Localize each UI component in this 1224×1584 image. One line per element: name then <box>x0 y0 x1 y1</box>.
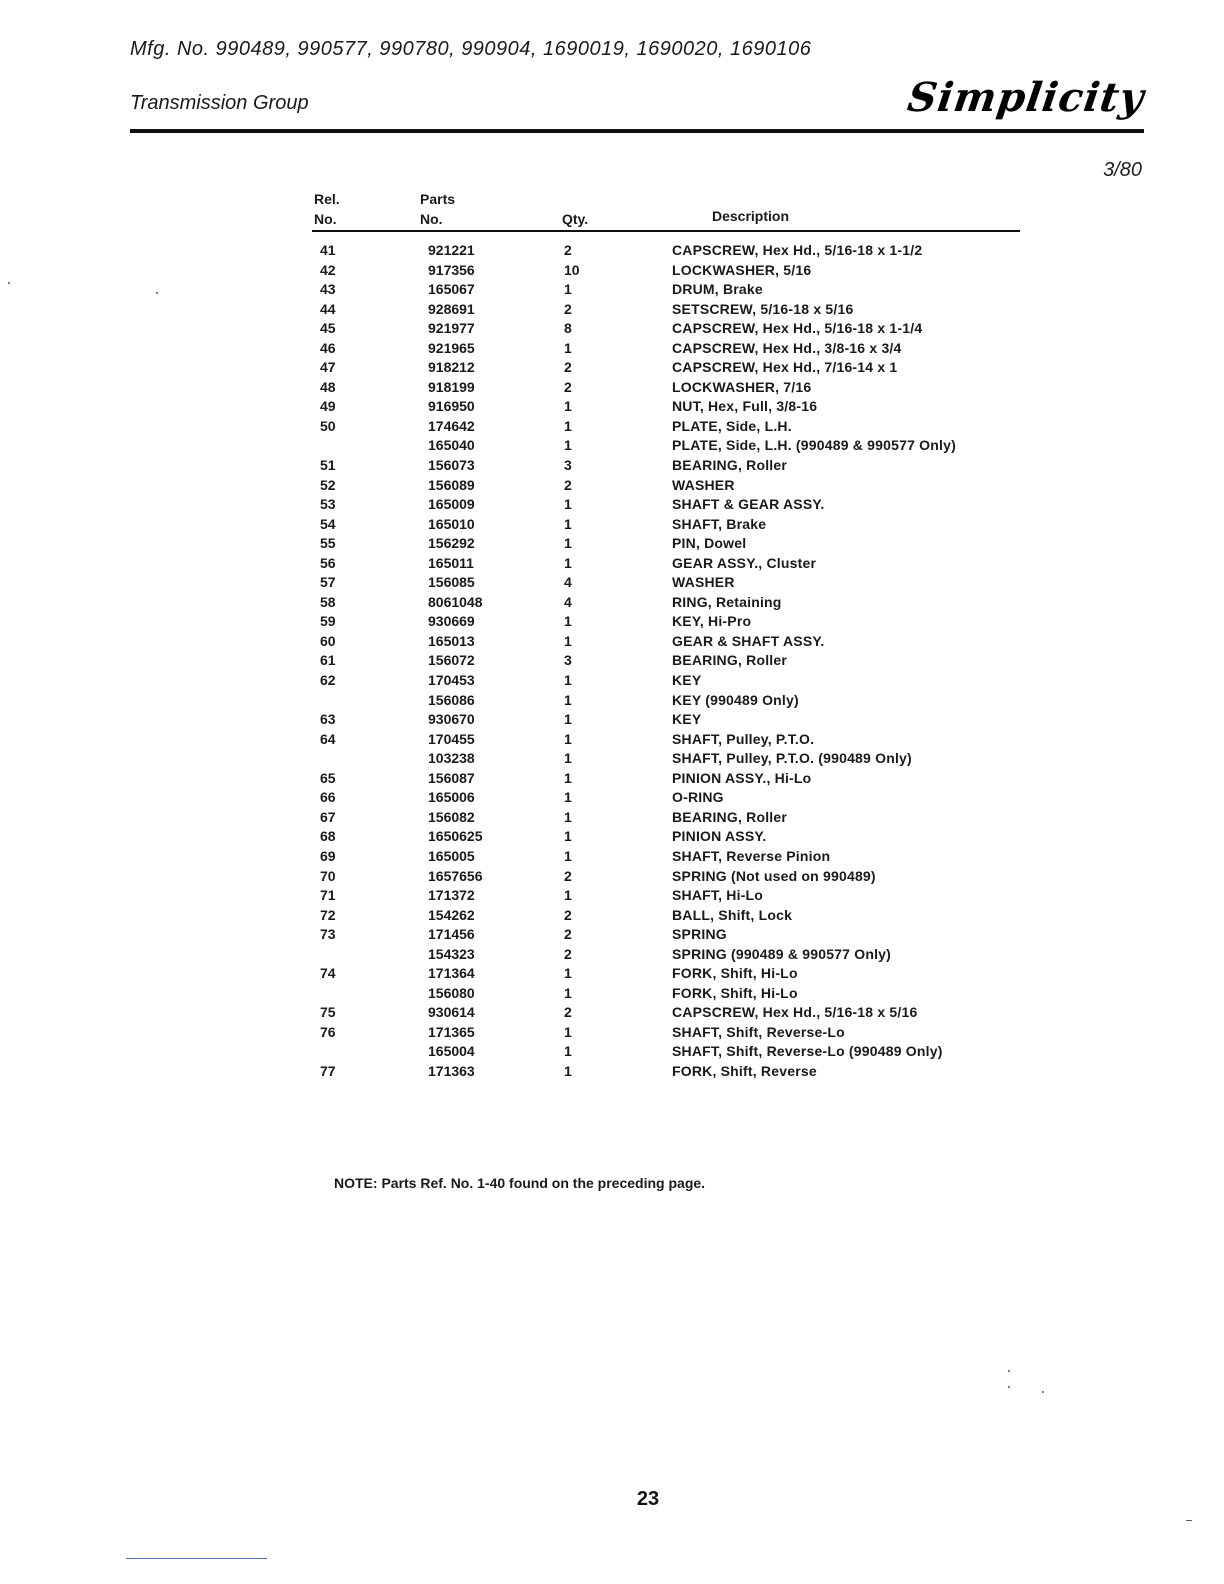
part-no-cell: 171372 <box>428 887 475 904</box>
description-cell: CAPSCREW, Hex Hd., 3/8-16 x 3/4 <box>672 339 902 356</box>
qty-cell: 1 <box>564 417 572 434</box>
scan-speck <box>1186 1520 1192 1521</box>
part-no-cell: 156086 <box>428 691 475 708</box>
description-cell: DRUM, Brake <box>672 281 763 298</box>
ref-no-cell: 48 <box>320 378 336 395</box>
description-cell: SETSCREW, 5/16-18 x 5/16 <box>672 300 854 317</box>
table-row <box>312 984 1020 1004</box>
col-parts-label-1: Parts <box>420 191 456 207</box>
description-cell: FORK, Shift, Hi-Lo <box>672 965 798 982</box>
description-cell: SHAFT, Brake <box>672 515 767 532</box>
qty-cell: 1 <box>564 535 572 552</box>
table-row <box>312 867 1020 887</box>
part-no-cell: 156089 <box>428 476 475 493</box>
qty-cell: 2 <box>564 378 572 395</box>
description-cell: PINION ASSY., Hi-Lo <box>672 769 812 786</box>
ref-no-cell: 49 <box>320 398 336 415</box>
table-header-rule <box>312 230 1020 232</box>
part-no-cell: 918212 <box>428 359 475 376</box>
description-cell: KEY, Hi-Pro <box>672 613 752 630</box>
ref-no-cell: 55 <box>320 535 336 552</box>
description-cell: PLATE, Side, L.H. <box>672 417 792 434</box>
description-cell: PIN, Dowel <box>672 535 747 552</box>
ref-no-cell: 51 <box>320 457 336 474</box>
table-row <box>312 573 1020 593</box>
qty-cell: 1 <box>564 281 572 298</box>
qty-cell: 1 <box>564 965 572 982</box>
ref-no-cell: 44 <box>320 300 336 317</box>
description-cell: RING, Retaining <box>672 593 782 610</box>
table-row <box>312 906 1020 926</box>
qty-cell: 1 <box>564 1043 572 1060</box>
parts-table-header <box>312 190 1020 230</box>
col-description-label: Description <box>712 208 790 224</box>
part-no-cell: 165013 <box>428 632 475 649</box>
qty-cell: 1 <box>564 672 572 689</box>
table-row <box>312 593 1020 613</box>
part-no-cell: 154262 <box>428 906 475 923</box>
qty-cell: 2 <box>564 926 572 943</box>
description-cell: FORK, Shift, Reverse <box>672 1062 817 1079</box>
part-no-cell: 156082 <box>428 808 475 825</box>
table-row <box>312 710 1020 730</box>
ref-no-cell: 69 <box>320 847 336 864</box>
qty-cell: 2 <box>564 359 572 376</box>
part-no-cell: 921965 <box>428 339 475 356</box>
description-cell: SHAFT, Pulley, P.T.O. <box>672 730 815 747</box>
ref-no-cell: 70 <box>320 867 336 884</box>
qty-cell: 1 <box>564 730 572 747</box>
ref-no-cell: 46 <box>320 339 336 356</box>
table-row <box>312 886 1020 906</box>
part-no-cell: 156292 <box>428 535 475 552</box>
qty-cell: 1 <box>564 808 572 825</box>
qty-cell: 1 <box>564 750 572 767</box>
ref-no-cell: 67 <box>320 808 336 825</box>
ref-no-cell: 47 <box>320 359 336 376</box>
ref-no-cell: 59 <box>320 613 336 630</box>
scan-speck <box>1042 1391 1044 1393</box>
table-row <box>312 827 1020 847</box>
page-number: 23 <box>636 1488 660 1510</box>
description-cell: BEARING, Roller <box>672 652 788 669</box>
part-no-cell: 930670 <box>428 711 475 728</box>
part-no-cell: 154323 <box>428 945 475 962</box>
table-row <box>312 730 1020 750</box>
col-ref-label-1: Rel. <box>314 191 340 207</box>
table-row <box>312 1062 1020 1082</box>
table-row <box>312 769 1020 789</box>
part-no-cell: 171365 <box>428 1023 475 1040</box>
table-row <box>312 534 1020 554</box>
footnote: NOTE: Parts Ref. No. 1-40 found on the preceding page. <box>334 1175 706 1191</box>
ref-no-cell: 62 <box>320 672 336 689</box>
description-cell: WASHER <box>672 574 735 591</box>
part-no-cell: 171363 <box>428 1062 475 1079</box>
part-no-cell: 928691 <box>428 300 475 317</box>
ref-no-cell: 77 <box>320 1062 336 1079</box>
qty-cell: 1 <box>564 828 572 845</box>
description-cell: BEARING, Roller <box>672 457 788 474</box>
qty-cell: 2 <box>564 1004 572 1021</box>
qty-cell: 2 <box>564 300 572 317</box>
ref-no-cell: 43 <box>320 281 336 298</box>
qty-cell: 4 <box>564 593 572 610</box>
mfg-numbers: Mfg. No. 990489, 990577, 990780, 990904, 1690019, 1690020, 1690106 <box>130 38 812 60</box>
part-no-cell: 156087 <box>428 769 475 786</box>
qty-cell: 1 <box>564 789 572 806</box>
description-cell: SPRING (990489 & 990577 Only) <box>672 945 892 962</box>
qty-cell: 1 <box>564 515 572 532</box>
table-row <box>312 261 1020 281</box>
table-row <box>312 397 1020 417</box>
qty-cell: 1 <box>564 711 572 728</box>
part-no-cell: 1657656 <box>428 867 483 884</box>
description-cell: SHAFT, Reverse Pinion <box>672 847 831 864</box>
description-cell: WASHER <box>672 476 735 493</box>
table-row <box>312 417 1020 437</box>
part-no-cell: 156073 <box>428 457 475 474</box>
part-no-cell: 170455 <box>428 730 475 747</box>
part-no-cell: 165040 <box>428 437 475 454</box>
table-row <box>312 749 1020 769</box>
qty-cell: 1 <box>564 984 572 1001</box>
ref-no-cell: 64 <box>320 730 336 747</box>
qty-cell: 3 <box>564 457 572 474</box>
ref-no-cell: 52 <box>320 476 336 493</box>
part-no-cell: 156072 <box>428 652 475 669</box>
part-no-cell: 165067 <box>428 281 475 298</box>
table-row <box>312 241 1020 261</box>
table-row <box>312 339 1020 359</box>
description-cell: CAPSCREW, Hex Hd., 5/16-18 x 5/16 <box>672 1004 918 1021</box>
part-no-cell: 165005 <box>428 847 475 864</box>
section-title: Transmission Group <box>130 92 309 114</box>
part-no-cell: 921977 <box>428 320 475 337</box>
ref-no-cell: 41 <box>320 242 336 258</box>
qty-cell: 1 <box>564 437 572 454</box>
description-cell: SHAFT, Hi-Lo <box>672 887 764 904</box>
ref-no-cell: 53 <box>320 496 336 513</box>
table-row <box>312 671 1020 691</box>
table-row <box>312 495 1020 515</box>
ref-no-cell: 71 <box>320 887 336 904</box>
part-no-cell: 171456 <box>428 926 475 943</box>
table-row <box>312 554 1020 574</box>
table-row <box>312 945 1020 965</box>
ref-no-cell: 61 <box>320 652 336 669</box>
description-cell: CAPSCREW, Hex Hd., 5/16-18 x 1-1/2 <box>672 242 923 258</box>
table-row <box>312 788 1020 808</box>
parts-table <box>312 190 1020 1082</box>
ref-no-cell: 72 <box>320 906 336 923</box>
ref-no-cell: 45 <box>320 320 336 337</box>
qty-cell: 1 <box>564 1023 572 1040</box>
qty-cell: 2 <box>564 242 572 258</box>
scan-speck <box>1008 1370 1010 1372</box>
table-row <box>312 1042 1020 1062</box>
ref-no-cell: 57 <box>320 574 336 591</box>
part-no-cell: 1650625 <box>428 828 483 845</box>
description-cell: GEAR ASSY., Cluster <box>672 554 817 571</box>
description-cell: SPRING (Not used on 990489) <box>672 867 876 884</box>
qty-cell: 1 <box>564 769 572 786</box>
table-row <box>312 515 1020 535</box>
part-no-cell: 165011 <box>428 554 474 571</box>
description-cell: CAPSCREW, Hex Hd., 5/16-18 x 1-1/4 <box>672 320 923 337</box>
description-cell: PLATE, Side, L.H. (990489 & 990577 Only) <box>672 437 956 454</box>
ref-no-cell: 60 <box>320 632 336 649</box>
table-row <box>312 1003 1020 1023</box>
qty-cell: 1 <box>564 496 572 513</box>
description-cell: PINION ASSY. <box>672 828 767 845</box>
col-qty-label: Qty. <box>562 211 589 227</box>
table-row <box>312 808 1020 828</box>
description-cell: SHAFT, Shift, Reverse-Lo (990489 Only) <box>672 1043 943 1060</box>
part-no-cell: 165009 <box>428 496 475 513</box>
qty-cell: 1 <box>564 847 572 864</box>
qty-cell: 1 <box>564 554 572 571</box>
ref-no-cell: 75 <box>320 1004 336 1021</box>
ref-no-cell: 76 <box>320 1023 336 1040</box>
table-row <box>312 378 1020 398</box>
description-cell: KEY <box>672 672 702 689</box>
col-ref-label-2: No. <box>314 211 337 227</box>
ref-no-cell: 42 <box>320 261 336 278</box>
description-cell: SHAFT, Shift, Reverse-Lo <box>672 1023 845 1040</box>
description-cell: LOCKWASHER, 5/16 <box>672 261 812 278</box>
part-no-cell: 171364 <box>428 965 475 982</box>
description-cell: KEY (990489 Only) <box>672 691 799 708</box>
brand-logo: Simplicity <box>904 74 1148 121</box>
description-cell: NUT, Hex, Full, 3/8-16 <box>672 398 818 415</box>
table-row <box>312 632 1020 652</box>
part-no-cell: 165010 <box>428 515 475 532</box>
part-no-cell: 156085 <box>428 574 475 591</box>
table-row <box>312 691 1020 711</box>
part-no-cell: 930669 <box>428 613 475 630</box>
part-no-cell: 917356 <box>428 261 475 278</box>
table-row <box>312 456 1020 476</box>
qty-cell: 2 <box>564 906 572 923</box>
table-row <box>312 319 1020 339</box>
ref-no-cell: 73 <box>320 926 336 943</box>
qty-cell: 1 <box>564 632 572 649</box>
description-cell: BALL, Shift, Lock <box>672 906 793 923</box>
qty-cell: 1 <box>564 887 572 904</box>
table-row <box>312 925 1020 945</box>
ref-no-cell: 50 <box>320 417 336 434</box>
qty-cell: 1 <box>564 613 572 630</box>
table-row <box>312 651 1020 671</box>
description-cell: SPRING <box>672 926 727 943</box>
ref-no-cell: 65 <box>320 769 336 786</box>
header-rule <box>130 129 1144 133</box>
bottom-edge-line <box>126 1558 267 1559</box>
qty-cell: 3 <box>564 652 572 669</box>
ref-no-cell: 56 <box>320 554 336 571</box>
description-cell: O-RING <box>672 789 724 806</box>
qty-cell: 10 <box>564 261 580 278</box>
qty-cell: 2 <box>564 867 572 884</box>
part-no-cell: 918199 <box>428 378 475 395</box>
scan-speck <box>1008 1386 1010 1388</box>
revision-date: 3/80 <box>1103 159 1142 181</box>
qty-cell: 1 <box>564 339 572 356</box>
ref-no-cell: 63 <box>320 711 336 728</box>
table-row <box>312 300 1020 320</box>
description-cell: GEAR & SHAFT ASSY. <box>672 632 825 649</box>
description-cell: LOCKWASHER, 7/16 <box>672 378 812 395</box>
ref-no-cell: 68 <box>320 828 336 845</box>
parts-table-body <box>312 241 1020 1082</box>
scan-speck <box>156 292 158 294</box>
part-no-cell: 8061048 <box>428 593 483 610</box>
description-cell: BEARING, Roller <box>672 808 788 825</box>
part-no-cell: 165006 <box>428 789 475 806</box>
scan-speck <box>8 282 10 284</box>
part-no-cell: 174642 <box>428 417 475 434</box>
table-row <box>312 280 1020 300</box>
part-no-cell: 156080 <box>428 984 475 1001</box>
qty-cell: 1 <box>564 398 572 415</box>
description-cell: SHAFT & GEAR ASSY. <box>672 496 825 513</box>
part-no-cell: 921221 <box>428 242 475 258</box>
qty-cell: 4 <box>564 574 572 591</box>
table-row <box>312 612 1020 632</box>
description-cell: FORK, Shift, Hi-Lo <box>672 984 798 1001</box>
qty-cell: 8 <box>564 320 572 337</box>
ref-no-cell: 74 <box>320 965 336 982</box>
table-row <box>312 436 1020 456</box>
qty-cell: 1 <box>564 1062 572 1079</box>
part-no-cell: 103238 <box>428 750 475 767</box>
table-row <box>312 358 1020 378</box>
table-row <box>312 964 1020 984</box>
ref-no-cell: 54 <box>320 515 336 532</box>
part-no-cell: 916950 <box>428 398 475 415</box>
table-row <box>312 476 1020 496</box>
qty-cell: 1 <box>564 691 572 708</box>
description-cell: CAPSCREW, Hex Hd., 7/16-14 x 1 <box>672 359 898 376</box>
qty-cell: 2 <box>564 476 572 493</box>
description-cell: KEY <box>672 711 702 728</box>
col-parts-label-2: No. <box>420 211 443 227</box>
qty-cell: 2 <box>564 945 572 962</box>
description-cell: SHAFT, Pulley, P.T.O. (990489 Only) <box>672 750 912 767</box>
ref-no-cell: 58 <box>320 593 336 610</box>
table-row <box>312 847 1020 867</box>
part-no-cell: 165004 <box>428 1043 475 1060</box>
table-row <box>312 1023 1020 1043</box>
ref-no-cell: 66 <box>320 789 336 806</box>
part-no-cell: 170453 <box>428 672 475 689</box>
part-no-cell: 930614 <box>428 1004 475 1021</box>
